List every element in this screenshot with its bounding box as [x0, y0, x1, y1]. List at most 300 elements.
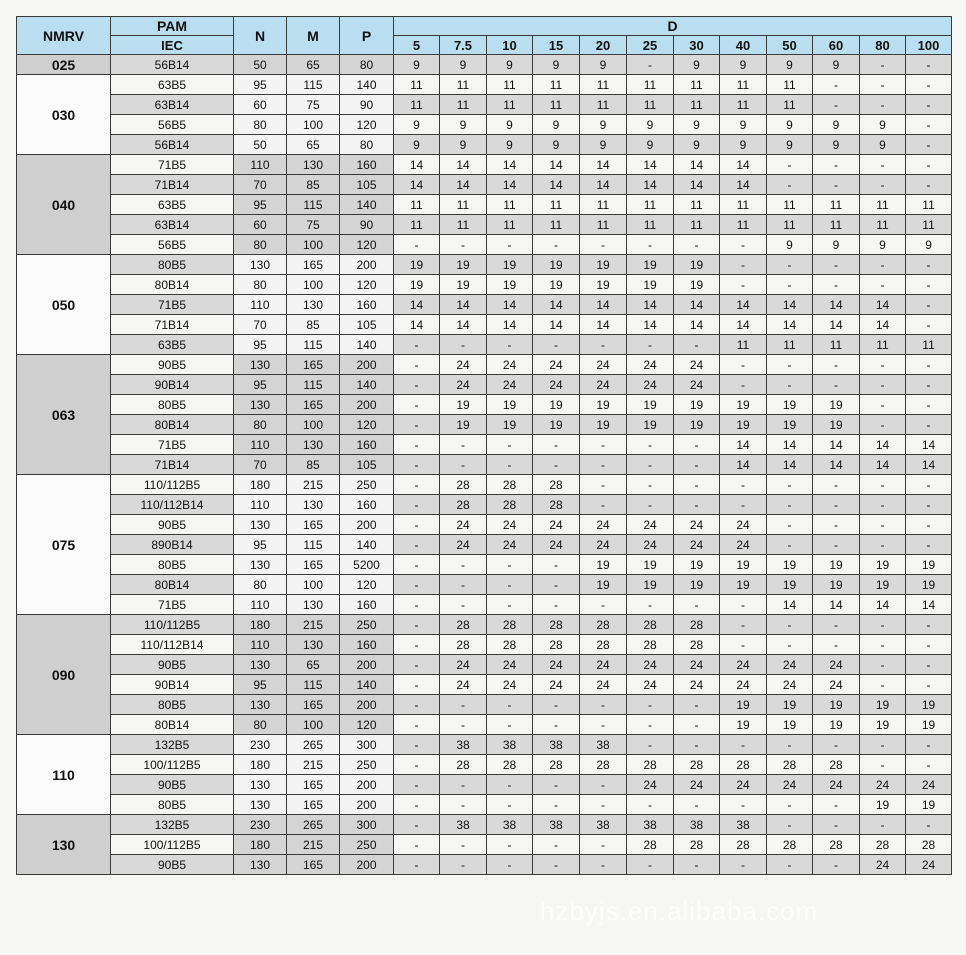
iec-cell: 80B5 [111, 795, 234, 815]
d-value-cell: - [440, 795, 487, 815]
d-value-cell: - [627, 455, 674, 475]
d-value-cell: 19 [860, 555, 906, 575]
table-row [17, 215, 952, 235]
d-value-cell: - [394, 335, 440, 355]
iec-cell: 90B5 [111, 355, 234, 375]
d-value-cell: 19 [720, 395, 767, 415]
d-value-cell: 28 [674, 615, 720, 635]
table-row [17, 615, 952, 635]
header-d: D [394, 17, 952, 36]
d-value-cell: 9 [720, 135, 767, 155]
iec-cell: 63B5 [111, 335, 234, 355]
d-value-cell: 28 [440, 635, 487, 655]
d-value-cell: 19 [440, 395, 487, 415]
d-value-cell: 24 [767, 775, 813, 795]
d-value-cell: 11 [627, 195, 674, 215]
d-value-cell: - [860, 255, 906, 275]
d-value-cell: 9 [487, 135, 533, 155]
d-value-cell: - [813, 375, 860, 395]
n-cell: 95 [234, 335, 287, 355]
d-value-cell: - [533, 795, 580, 815]
d-value-cell: - [394, 355, 440, 375]
p-cell: 140 [340, 335, 394, 355]
d-value-cell: 19 [860, 715, 906, 735]
d-value-cell: - [906, 275, 952, 295]
d-value-cell: 11 [580, 215, 627, 235]
d-value-cell: 19 [767, 555, 813, 575]
header-d-value: 40 [720, 36, 767, 55]
d-value-cell: - [813, 495, 860, 515]
d-value-cell: - [394, 555, 440, 575]
d-value-cell: 24 [627, 535, 674, 555]
d-value-cell: - [860, 675, 906, 695]
n-cell: 130 [234, 395, 287, 415]
d-value-cell: 11 [440, 75, 487, 95]
d-value-cell: 24 [674, 375, 720, 395]
d-value-cell: - [394, 635, 440, 655]
d-value-cell: 9 [674, 115, 720, 135]
d-value-cell: 28 [627, 635, 674, 655]
iec-cell: 132B5 [111, 815, 234, 835]
d-value-cell: 14 [627, 295, 674, 315]
n-cell: 130 [234, 855, 287, 875]
d-value-cell: 19 [906, 695, 952, 715]
d-value-cell: 19 [440, 255, 487, 275]
p-cell: 160 [340, 155, 394, 175]
d-value-cell: - [720, 595, 767, 615]
d-value-cell: 38 [440, 735, 487, 755]
p-cell: 80 [340, 135, 394, 155]
iec-cell: 90B5 [111, 775, 234, 795]
n-cell: 110 [234, 295, 287, 315]
iec-cell: 80B5 [111, 395, 234, 415]
d-value-cell: 28 [627, 615, 674, 635]
table-row [17, 415, 952, 435]
d-value-cell: 14 [767, 435, 813, 455]
d-value-cell: - [674, 795, 720, 815]
d-value-cell: 19 [906, 555, 952, 575]
iec-cell: 56B5 [111, 235, 234, 255]
d-value-cell: - [906, 815, 952, 835]
d-value-cell: - [813, 275, 860, 295]
d-value-cell: 19 [813, 555, 860, 575]
d-value-cell: - [580, 475, 627, 495]
d-value-cell: - [813, 75, 860, 95]
d-value-cell: 28 [860, 835, 906, 855]
p-cell: 120 [340, 115, 394, 135]
nmrv-size-cell: 030 [17, 75, 111, 155]
d-value-cell: 24 [533, 655, 580, 675]
d-value-cell: - [580, 795, 627, 815]
d-value-cell: 14 [674, 155, 720, 175]
iec-cell: 80B14 [111, 715, 234, 735]
d-value-cell: - [860, 175, 906, 195]
p-cell: 200 [340, 355, 394, 375]
p-cell: 250 [340, 755, 394, 775]
d-value-cell: - [487, 835, 533, 855]
d-value-cell: 9 [813, 235, 860, 255]
d-value-cell: - [440, 335, 487, 355]
p-cell: 200 [340, 795, 394, 815]
d-value-cell: 11 [440, 95, 487, 115]
iec-cell: 110/112B5 [111, 615, 234, 635]
n-cell: 130 [234, 795, 287, 815]
d-value-cell: - [440, 855, 487, 875]
d-value-cell: 24 [580, 355, 627, 375]
d-value-cell: 11 [487, 75, 533, 95]
d-value-cell: 14 [440, 295, 487, 315]
m-cell: 165 [287, 775, 340, 795]
d-value-cell: - [720, 855, 767, 875]
header-d-value: 30 [674, 36, 720, 55]
d-value-cell: - [674, 495, 720, 515]
table-row [17, 75, 952, 95]
d-value-cell: 14 [906, 455, 952, 475]
d-value-cell: 24 [440, 375, 487, 395]
n-cell: 130 [234, 255, 287, 275]
m-cell: 215 [287, 615, 340, 635]
d-value-cell: 9 [767, 115, 813, 135]
n-cell: 95 [234, 535, 287, 555]
d-value-cell: 9 [394, 115, 440, 135]
d-value-cell: - [767, 635, 813, 655]
d-value-cell: 11 [860, 215, 906, 235]
d-value-cell: 9 [860, 135, 906, 155]
d-value-cell: - [906, 495, 952, 515]
p-cell: 90 [340, 95, 394, 115]
d-value-cell: - [580, 435, 627, 455]
d-value-cell: 38 [580, 735, 627, 755]
d-value-cell: - [813, 475, 860, 495]
p-cell: 160 [340, 295, 394, 315]
d-value-cell: 28 [533, 615, 580, 635]
n-cell: 95 [234, 75, 287, 95]
iec-cell: 71B5 [111, 155, 234, 175]
d-value-cell: - [813, 535, 860, 555]
m-cell: 100 [287, 715, 340, 735]
d-value-cell: 14 [394, 295, 440, 315]
d-value-cell: 11 [440, 195, 487, 215]
d-value-cell: 28 [720, 835, 767, 855]
m-cell: 115 [287, 375, 340, 395]
d-value-cell: 11 [813, 335, 860, 355]
d-value-cell: 14 [627, 175, 674, 195]
header-d-value: 80 [860, 36, 906, 55]
table-row [17, 515, 952, 535]
m-cell: 65 [287, 55, 340, 75]
d-value-cell: 24 [440, 515, 487, 535]
d-value-cell: 14 [906, 595, 952, 615]
d-value-cell: - [906, 755, 952, 775]
d-value-cell: 19 [767, 415, 813, 435]
d-value-cell: 24 [487, 655, 533, 675]
d-value-cell: 14 [394, 315, 440, 335]
n-cell: 110 [234, 595, 287, 615]
d-value-cell: - [860, 515, 906, 535]
d-value-cell: 19 [487, 255, 533, 275]
spec-table-container [16, 16, 952, 875]
d-value-cell: - [533, 435, 580, 455]
d-value-cell: - [487, 855, 533, 875]
d-value-cell: 14 [813, 595, 860, 615]
iec-cell: 90B5 [111, 655, 234, 675]
m-cell: 130 [287, 295, 340, 315]
d-value-cell: - [767, 795, 813, 815]
table-row [17, 295, 952, 315]
p-cell: 300 [340, 735, 394, 755]
d-value-cell: - [627, 235, 674, 255]
d-value-cell: - [627, 715, 674, 735]
p-cell: 200 [340, 255, 394, 275]
d-value-cell: - [674, 715, 720, 735]
d-value-cell: - [860, 535, 906, 555]
p-cell: 160 [340, 435, 394, 455]
d-value-cell: 11 [906, 195, 952, 215]
d-value-cell: - [906, 95, 952, 115]
m-cell: 115 [287, 675, 340, 695]
d-value-cell: 11 [813, 195, 860, 215]
d-value-cell: 19 [394, 275, 440, 295]
n-cell: 80 [234, 115, 287, 135]
d-value-cell: - [394, 435, 440, 455]
d-value-cell: 9 [487, 55, 533, 75]
m-cell: 130 [287, 155, 340, 175]
d-value-cell: - [487, 235, 533, 255]
d-value-cell: - [394, 515, 440, 535]
m-cell: 165 [287, 695, 340, 715]
table-row [17, 375, 952, 395]
m-cell: 265 [287, 815, 340, 835]
d-value-cell: 24 [627, 355, 674, 375]
d-value-cell: 11 [720, 75, 767, 95]
table-row [17, 555, 952, 575]
m-cell: 130 [287, 595, 340, 615]
d-value-cell: - [627, 495, 674, 515]
iec-cell: 71B14 [111, 175, 234, 195]
d-value-cell: - [487, 335, 533, 355]
d-value-cell: - [906, 515, 952, 535]
d-value-cell: 24 [906, 775, 952, 795]
d-value-cell: - [394, 735, 440, 755]
m-cell: 115 [287, 535, 340, 555]
d-value-cell: - [627, 335, 674, 355]
d-value-cell: 19 [580, 555, 627, 575]
d-value-cell: 11 [767, 335, 813, 355]
d-value-cell: - [720, 795, 767, 815]
table-row [17, 95, 952, 115]
d-value-cell: - [440, 715, 487, 735]
d-value-cell: 9 [580, 115, 627, 135]
d-value-cell: 24 [533, 375, 580, 395]
d-value-cell: 28 [813, 835, 860, 855]
m-cell: 265 [287, 735, 340, 755]
d-value-cell: 19 [674, 575, 720, 595]
p-cell: 105 [340, 175, 394, 195]
d-value-cell: 19 [627, 575, 674, 595]
n-cell: 180 [234, 755, 287, 775]
n-cell: 130 [234, 555, 287, 575]
p-cell: 200 [340, 515, 394, 535]
d-value-cell: 11 [394, 95, 440, 115]
m-cell: 100 [287, 115, 340, 135]
d-value-cell: 24 [720, 655, 767, 675]
d-value-cell: - [720, 735, 767, 755]
d-value-cell: 9 [580, 55, 627, 75]
d-value-cell: 38 [720, 815, 767, 835]
p-cell: 160 [340, 635, 394, 655]
table-row [17, 475, 952, 495]
d-value-cell: 24 [487, 515, 533, 535]
iec-cell: 71B14 [111, 315, 234, 335]
table-row [17, 495, 952, 515]
d-value-cell: 19 [906, 715, 952, 735]
iec-cell: 90B14 [111, 675, 234, 695]
table-row [17, 755, 952, 775]
d-value-cell: - [906, 255, 952, 275]
d-value-cell: 11 [674, 75, 720, 95]
p-cell: 200 [340, 655, 394, 675]
d-value-cell: - [487, 435, 533, 455]
table-row [17, 595, 952, 615]
d-value-cell: 24 [767, 655, 813, 675]
m-cell: 85 [287, 175, 340, 195]
d-value-cell: 9 [860, 235, 906, 255]
d-value-cell: 9 [813, 55, 860, 75]
d-value-cell: 11 [720, 195, 767, 215]
d-value-cell: - [533, 715, 580, 735]
d-value-cell: 9 [767, 55, 813, 75]
d-value-cell: 19 [627, 395, 674, 415]
d-value-cell: 19 [580, 255, 627, 275]
d-value-cell: - [767, 155, 813, 175]
d-value-cell: 19 [533, 395, 580, 415]
d-value-cell: - [533, 855, 580, 875]
d-value-cell: 24 [580, 375, 627, 395]
n-cell: 70 [234, 175, 287, 195]
iec-cell: 80B5 [111, 695, 234, 715]
d-value-cell: - [580, 455, 627, 475]
header-d-value: 100 [906, 36, 952, 55]
d-value-cell: 11 [627, 215, 674, 235]
d-value-cell: 19 [674, 275, 720, 295]
d-value-cell: 24 [533, 515, 580, 535]
d-value-cell: 24 [906, 855, 952, 875]
d-value-cell: 19 [394, 255, 440, 275]
d-value-cell: - [906, 615, 952, 635]
d-value-cell: - [440, 435, 487, 455]
iec-cell: 100/112B5 [111, 835, 234, 855]
d-value-cell: 11 [674, 195, 720, 215]
d-value-cell: 14 [487, 295, 533, 315]
d-value-cell: 28 [627, 755, 674, 775]
n-cell: 50 [234, 135, 287, 155]
d-value-cell: 19 [487, 415, 533, 435]
nmrv-size-cell: 075 [17, 475, 111, 615]
d-value-cell: - [394, 715, 440, 735]
d-value-cell: 9 [813, 135, 860, 155]
d-value-cell: 19 [906, 575, 952, 595]
d-value-cell: 24 [487, 675, 533, 695]
p-cell: 250 [340, 835, 394, 855]
d-value-cell: - [813, 155, 860, 175]
m-cell: 165 [287, 795, 340, 815]
p-cell: 250 [340, 615, 394, 635]
d-value-cell: 14 [627, 315, 674, 335]
d-value-cell: 14 [720, 315, 767, 335]
nmrv-size-cell: 090 [17, 615, 111, 735]
p-cell: 200 [340, 395, 394, 415]
d-value-cell: - [906, 295, 952, 315]
iec-cell: 56B14 [111, 55, 234, 75]
d-value-cell: 28 [533, 635, 580, 655]
d-value-cell: 24 [440, 535, 487, 555]
d-value-cell: 28 [533, 755, 580, 775]
d-value-cell: 19 [767, 695, 813, 715]
d-value-cell: 11 [720, 95, 767, 115]
iec-cell: 63B14 [111, 95, 234, 115]
d-value-cell: 9 [533, 55, 580, 75]
d-value-cell: - [580, 835, 627, 855]
table-row [17, 575, 952, 595]
n-cell: 95 [234, 675, 287, 695]
d-value-cell: 11 [906, 335, 952, 355]
d-value-cell: - [767, 275, 813, 295]
d-value-cell: 11 [440, 215, 487, 235]
n-cell: 110 [234, 155, 287, 175]
d-value-cell: 28 [580, 615, 627, 635]
m-cell: 65 [287, 135, 340, 155]
p-cell: 90 [340, 215, 394, 235]
d-value-cell: - [674, 455, 720, 475]
d-value-cell: 9 [440, 115, 487, 135]
d-value-cell: 11 [767, 75, 813, 95]
d-value-cell: - [860, 475, 906, 495]
d-value-cell: 19 [720, 415, 767, 435]
d-value-cell: 24 [767, 675, 813, 695]
d-value-cell: 14 [580, 295, 627, 315]
d-value-cell: - [767, 535, 813, 555]
d-value-cell: 11 [487, 215, 533, 235]
m-cell: 130 [287, 635, 340, 655]
d-value-cell: 24 [440, 675, 487, 695]
d-value-cell: - [860, 155, 906, 175]
d-value-cell: - [487, 595, 533, 615]
d-value-cell: 19 [674, 555, 720, 575]
d-value-cell: 14 [533, 175, 580, 195]
d-value-cell: - [860, 355, 906, 375]
d-value-cell: 11 [627, 95, 674, 115]
d-value-cell: 14 [813, 455, 860, 475]
d-value-cell: 24 [580, 515, 627, 535]
d-value-cell: 14 [674, 175, 720, 195]
d-value-cell: 11 [580, 95, 627, 115]
d-value-cell: - [813, 815, 860, 835]
d-value-cell: 14 [627, 155, 674, 175]
d-value-cell: 28 [767, 835, 813, 855]
p-cell: 250 [340, 475, 394, 495]
d-value-cell: - [860, 55, 906, 75]
d-value-cell: 38 [674, 815, 720, 835]
d-value-cell: 24 [674, 355, 720, 375]
header-d-value: 25 [627, 36, 674, 55]
p-cell: 120 [340, 575, 394, 595]
d-value-cell: - [906, 115, 952, 135]
d-value-cell: - [533, 835, 580, 855]
d-value-cell: 24 [627, 655, 674, 675]
d-value-cell: 9 [813, 115, 860, 135]
d-value-cell: 14 [487, 315, 533, 335]
d-value-cell: - [860, 375, 906, 395]
